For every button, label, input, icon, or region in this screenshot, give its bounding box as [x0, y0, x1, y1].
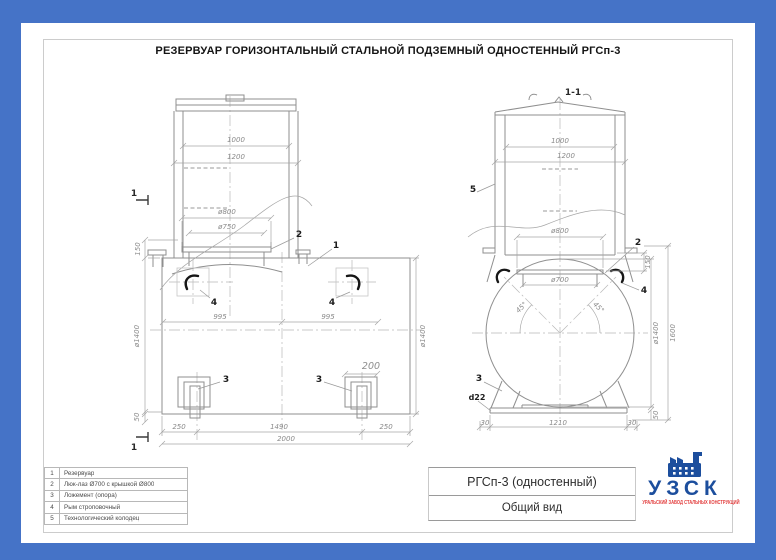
drawing-page — [21, 23, 755, 543]
part-name: Рым строповочный — [64, 503, 121, 511]
dim-diameter: ø1400 — [652, 321, 660, 345]
title-block — [428, 467, 636, 521]
dim-neck: ø750 — [218, 223, 236, 231]
section-label: 1 — [130, 189, 138, 199]
callout-support-right: 3 — [315, 375, 323, 385]
dim-diameter-right: ø1400 — [419, 324, 427, 348]
dim-angle-left: 45° — [514, 300, 529, 315]
dim-well-inner: 1000 — [227, 136, 245, 144]
dim-spacing: 1490 — [270, 423, 288, 431]
uzsk-logo — [633, 451, 740, 515]
part-number: 5 — [50, 515, 54, 523]
dim-half-left: 995 — [213, 313, 227, 321]
factory-icon — [666, 451, 704, 479]
dim-support-width: 200 — [361, 361, 381, 372]
callout-manhole: 2 — [295, 230, 303, 240]
part-number: 3 — [50, 492, 54, 500]
dim-base-length: 1210 — [549, 419, 567, 427]
model-designation: РГСп-3 (одностенный) — [429, 468, 635, 496]
dim-angle-right: 45° — [591, 300, 606, 315]
dim-end-right: 250 — [379, 423, 393, 431]
callout-support-left: 3 — [222, 375, 230, 385]
callout-hook: 4 — [640, 286, 648, 296]
view-name: Общий вид — [501, 502, 563, 514]
dim-hole-diameter: d22 — [468, 393, 486, 402]
dim-end-left: 250 — [172, 423, 186, 431]
logo-abbr: УЗСК — [648, 477, 722, 500]
part-name: Ложемент (опора) — [64, 492, 117, 500]
section-marker-bottom — [131, 432, 148, 453]
section-view-drawing — [460, 85, 740, 455]
section-label: 1 — [130, 443, 138, 453]
part-name: Резервуар — [64, 469, 95, 477]
table-row — [45, 491, 187, 502]
drawing-title: РЕЗЕРВУАР ГОРИЗОНТАЛЬНЫЙ СТАЛЬНОЙ ПОДЗЕМНЫЙ ОДНОСТЕННЫЙ РГСп-3 — [155, 45, 621, 57]
hook-boxes — [177, 268, 368, 296]
dim-neck-height: 150 — [644, 255, 652, 269]
dim-cover: ø800 — [218, 208, 236, 216]
part-number: 1 — [50, 469, 54, 477]
dim-margin-left: 30 — [480, 419, 490, 427]
dim-base-height: 50 — [652, 410, 660, 420]
table-row — [45, 479, 187, 490]
dim-total: 2000 — [277, 435, 295, 443]
dim-half-right: 995 — [321, 313, 335, 321]
dim-margin-right: 30 — [627, 419, 637, 427]
part-name: Технологический колодец — [64, 515, 140, 523]
part-name: Люк-лаз Ø700 с крышкой Ø800 — [64, 481, 155, 489]
weld-marks — [184, 168, 228, 208]
part-number: 4 — [50, 503, 54, 511]
dim-well-outer: 1200 — [557, 152, 575, 160]
dim-well-inner: 1000 — [551, 137, 569, 145]
callout-support: 3 — [475, 374, 483, 384]
dim-neck-height: 150 — [134, 242, 142, 256]
dim-manhole: ø700 — [551, 276, 569, 284]
callout-hook-left: 4 — [210, 298, 218, 308]
lifting-hook-icon — [611, 270, 623, 282]
logo-tagline: УРАЛЬСКИЙ ЗАВОД СТАЛЬНЫХ КОНСТРУКЦИЙ — [642, 500, 740, 506]
dim-cover: ø800 — [551, 227, 569, 235]
left-view-drawing — [120, 90, 440, 455]
lifting-hook-icon — [497, 270, 509, 282]
dim-diameter-left: ø1400 — [133, 324, 141, 348]
parts-table — [44, 467, 188, 525]
dim-height: 1600 — [669, 324, 677, 342]
table-row — [45, 514, 187, 525]
table-row — [45, 468, 187, 479]
dim-base-gap: 50 — [133, 412, 141, 422]
section-marker-top — [131, 189, 148, 205]
callout-hook-right: 4 — [328, 298, 336, 308]
section-view-label: 1-1 — [564, 88, 582, 98]
dim-well-outer: 1200 — [227, 153, 245, 161]
part-number: 2 — [50, 481, 54, 489]
table-row — [45, 502, 187, 513]
callout-well: 5 — [469, 185, 477, 195]
callout-tank: 1 — [332, 241, 340, 251]
callout-manhole: 2 — [634, 238, 642, 248]
